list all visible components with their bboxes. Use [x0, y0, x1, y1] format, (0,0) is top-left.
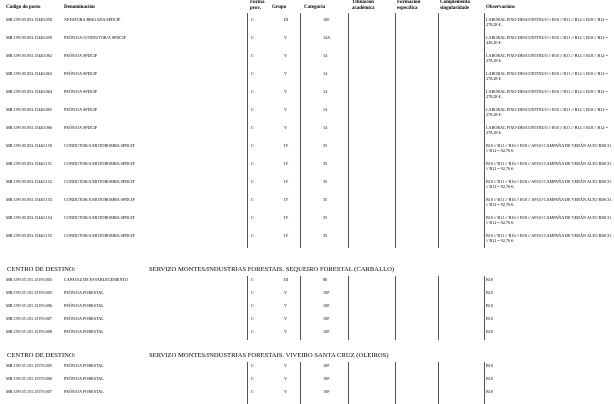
cell-codigo: MR.C99.55.101.15570.005: [6, 363, 52, 368]
cell-denominacion: CONDUTOR/A MOTOBOMBA SPDCIF: [64, 161, 135, 166]
cell-categoria: 14A: [323, 35, 331, 40]
cell-codigo: MR.C99.50.053.15440.059: [6, 35, 52, 40]
cell-codigo: MR.C99.50.053.15440.064: [6, 89, 52, 94]
cell-categoria: 80: [323, 277, 328, 282]
cell-denominacion: CONDUTOR/A MOTOBOMBA SPDCIF: [64, 143, 135, 148]
cell-forma: C: [251, 107, 254, 112]
cell-forma: C: [251, 215, 254, 220]
cell-categoria: 10F: [323, 316, 330, 321]
cell-codigo: MR.C99.50.053.15440.066: [6, 125, 52, 130]
cell-denominacion: PEÓN/OA SPDCIF: [64, 71, 98, 76]
header-codigo: Código do posto: [6, 5, 41, 10]
cell-codigo: MR.C99.50.053.15440.058: [6, 17, 52, 22]
cell-codigo: MR.C99.55.101.15193.007: [6, 316, 52, 321]
cell-observacions: LABORAL FIXO-DESCONTINUO // B10 // B11 // B14 // B18 // B12 = 278,28 €.: [486, 125, 608, 135]
cell-forma: C: [251, 179, 254, 184]
cell-forma: C: [251, 35, 254, 40]
cell-grupo: V: [284, 303, 288, 308]
header-formacion: Formación específica: [397, 0, 421, 11]
cell-grupo: V: [284, 35, 288, 40]
section-3-label: CENTRO DE DESTINO:: [7, 352, 76, 359]
cell-grupo: V: [284, 89, 288, 94]
cell-forma: C: [251, 389, 254, 394]
cell-forma: C: [251, 161, 254, 166]
cell-categoria: 35: [323, 233, 328, 238]
cell-forma: C: [251, 290, 254, 295]
cell-observacions: LABORAL FIXO-DESCONTINUO // B10 // B11 // B14 // B18 // B12 = 278,28 €.: [486, 89, 608, 99]
cell-denominacion: PEÓN/OA FORESTAL: [64, 303, 104, 308]
cell-observacions: LABORAL FIXO-DESCONTINUO // B10 // B11 // B14 // B18 // B12 = 278,28 €.: [486, 17, 608, 27]
cell-grupo: V: [284, 290, 288, 295]
cell-denominacion: PEÓN/OA-CONDUTOR/A SPDCIF: [64, 35, 126, 40]
cell-observacions: B10: [486, 277, 493, 282]
cell-grupo: V: [284, 329, 288, 334]
cell-categoria: 14: [323, 125, 328, 130]
cell-observacions: B10 // B11 // B16 // B18 // AFGO CAMPAÑA DE VERÁN ALTO RISCO. // B12 = 92,76 €.: [486, 161, 612, 171]
cell-denominacion: XEFATURA BRIGADA SPDCIF: [64, 17, 121, 22]
cell-codigo: MR.C99.55.101.15193.005: [6, 290, 52, 295]
cell-observacions: B10 // B11 // B16 // B18 // AFGO CAMPAÑA DE VERÁN ALTO RISCO. // B12 = 92,76 €.: [486, 233, 612, 243]
cell-grupo: IV: [284, 197, 289, 202]
cell-observacions: B10: [486, 316, 493, 321]
cell-grupo: V: [284, 71, 288, 76]
header-categoria: Categoría: [304, 5, 326, 10]
cell-categoria: 14: [323, 71, 328, 76]
cell-denominacion: PEÓN/OA SPDCIF: [64, 107, 98, 112]
cell-forma: C: [251, 17, 254, 22]
cell-codigo: MR.C99.50.053.15440.150: [6, 143, 52, 148]
cell-observacions: B10: [486, 329, 493, 334]
header-observacions: Observacións: [486, 5, 515, 10]
cell-codigo: MR.C99.55.101.15193.006: [6, 303, 52, 308]
cell-forma: C: [251, 89, 254, 94]
cell-observacions: B10: [486, 290, 493, 295]
section-2-label: CENTRO DE DESTINO:: [7, 266, 76, 273]
cell-denominacion: CONDUTOR/A MOTOBOMBA SPDCIF: [64, 215, 135, 220]
cell-denominacion: CONDUTOR/A MOTOBOMBA SPDCIF: [64, 233, 135, 238]
cell-grupo: V: [284, 389, 288, 394]
cell-grupo: V: [284, 316, 288, 321]
cell-grupo: V: [284, 376, 288, 381]
cell-grupo: IV: [284, 143, 289, 148]
cell-denominacion: PEÓN/OA FORESTAL: [64, 389, 104, 394]
cell-codigo: MR.C99.50.053.15440.151: [6, 161, 52, 166]
cell-observacions: LABORAL FIXO-DESCONTINUO // B10 // B11 // B14 // B18 // B12 = 278,28 €.: [486, 71, 608, 81]
cell-categoria: 14: [323, 89, 328, 94]
cell-observacions: LABORAL FIXO-DESCONTINUO // B10 // B11 // B14 // B18 // B12 = 278,28 €.: [486, 107, 608, 117]
cell-forma: C: [251, 316, 254, 321]
cell-grupo: III: [284, 17, 289, 22]
cell-codigo: MR.C99.50.053.15440.152: [6, 179, 52, 184]
cell-categoria: 35: [323, 143, 328, 148]
section-2-destination: SERVIZO MONTES/INDUSTRIAS FORESTAIS. SEQUEIRO FORESTAL (CARBALLO): [149, 266, 395, 273]
cell-categoria: 35: [323, 161, 328, 166]
cell-denominacion: PEÓN/OA SPDCIF: [64, 89, 98, 94]
cell-codigo: MR.C99.50.053.15440.155: [6, 233, 52, 238]
cell-observacions: B10 // B11 // B16 // B18 // AFGO CAMPAÑA DE VERÁN ALTO RISCO. // B12 = 92,76 €.: [486, 197, 612, 207]
cell-denominacion: PEÓN/OA SPDCIF: [64, 53, 98, 58]
cell-codigo: MR.C99.50.053.15440.154: [6, 215, 52, 220]
cell-categoria: 35: [323, 179, 328, 184]
cell-categoria: 10F: [323, 290, 330, 295]
cell-categoria: 10F: [323, 329, 330, 334]
cell-grupo: IV: [284, 215, 289, 220]
cell-observacions: B10: [486, 363, 493, 368]
cell-observacions: LABORAL FIXO-DESCONTINUO // B10 // B11 // B14 // B18 // B12 = 278,28 €.: [486, 53, 608, 63]
section-3-title: [7, 352, 607, 361]
cell-observacions: B10 // B11 // B16 // B18 // AFGO CAMPAÑA DE VERÁN ALTO RISCO. // B12 = 92,76 €.: [486, 215, 612, 225]
cell-categoria: 35: [323, 215, 328, 220]
cell-categoria: 35: [323, 197, 328, 202]
cell-observacions: B10 // B11 // B16 // B18 // AFGO CAMPAÑA DE VERÁN ALTO RISCO. // B12 = 92,76 €.: [486, 143, 612, 153]
cell-grupo: III: [284, 277, 289, 282]
cell-observacions: B10: [486, 389, 493, 394]
cell-categoria: 10F: [323, 376, 330, 381]
cell-codigo: MR.C99.55.101.15193.008: [6, 329, 52, 334]
cell-forma: C: [251, 125, 254, 130]
section-3-destination: SERVIZO MONTES/INDUSTRIAS FORESTAIS. VIVEIRO SANTA CRUZ (OLEIROS): [149, 352, 389, 359]
cell-denominacion: CONDUTOR/A MOTOBOMBA SPDCIF: [64, 197, 135, 202]
cell-observacions: B10 // B11 // B16 // B18 // AFGO CAMPAÑA DE VERÁN ALTO RISCO. // B12 = 92,76 €.: [486, 179, 612, 189]
cell-categoria: 10F: [323, 389, 330, 394]
header-denominacion: Denominación: [64, 5, 95, 10]
header-grupo: Grupo: [272, 5, 287, 10]
cell-denominacion: CONDUTOR/A MOTOBOMBA SPDCIF: [64, 179, 135, 184]
cell-codigo: MR.C99.55.101.15570.006: [6, 376, 52, 381]
cell-forma: C: [251, 376, 254, 381]
cell-forma: C: [251, 71, 254, 76]
cell-categoria: 10F: [323, 363, 330, 368]
header-titulacion: Titulación académica: [352, 0, 375, 11]
cell-grupo: V: [284, 53, 288, 58]
cell-forma: C: [251, 143, 254, 148]
cell-observacions: LABORAL FIXO-DESCONTINUO // B10 // B11 // B14 // B18 // B12 = 428,40 €.: [486, 35, 608, 45]
cell-categoria: 14: [323, 53, 328, 58]
cell-forma: C: [251, 53, 254, 58]
cell-forma: C: [251, 197, 254, 202]
cell-codigo: MR.C99.50.053.15440.062: [6, 53, 52, 58]
cell-grupo: V: [284, 125, 288, 130]
section-2-title: [7, 266, 607, 275]
cell-denominacion: PEÓN/OA SPDCIF: [64, 125, 98, 130]
cell-denominacion: PEÓN/OA FORESTAL: [64, 363, 104, 368]
cell-categoria: 100: [323, 17, 330, 22]
cell-observacions: B10: [486, 303, 493, 308]
cell-forma: C: [251, 233, 254, 238]
cell-codigo: MR.C99.55.101.15570.007: [6, 389, 52, 394]
cell-forma: C: [251, 363, 254, 368]
cell-observacions: B10: [486, 376, 493, 381]
cell-forma: C: [251, 303, 254, 308]
cell-codigo: MR.C99.50.053.15440.065: [6, 107, 52, 112]
header-complemento: Complemento singularidade: [440, 0, 470, 11]
cell-categoria: 10F: [323, 303, 330, 308]
cell-grupo: IV: [284, 161, 289, 166]
cell-grupo: IV: [284, 179, 289, 184]
cell-codigo: MR.C99.50.053.15440.153: [6, 197, 52, 202]
cell-codigo: MR.C99.55.101.15193.003: [6, 277, 52, 282]
cell-denominacion: PEÓN/OA FORESTAL: [64, 316, 104, 321]
cell-forma: C: [251, 277, 254, 282]
cell-grupo: V: [284, 107, 288, 112]
cell-denominacion: PEÓN/OA FORESTAL: [64, 290, 104, 295]
cell-grupo: IV: [284, 233, 289, 238]
header-forma: Forma prov.: [250, 0, 265, 11]
cell-forma: C: [251, 329, 254, 334]
cell-denominacion: CAPATAZ DE ESTABLECEMENTO: [64, 277, 129, 282]
cell-denominacion: PEÓN/OA FORESTAL: [64, 376, 104, 381]
cell-codigo: MR.C99.50.053.15440.063: [6, 71, 52, 76]
cell-grupo: V: [284, 363, 288, 368]
cell-denominacion: PEÓN/OA FORESTAL: [64, 329, 104, 334]
cell-categoria: 14: [323, 107, 328, 112]
